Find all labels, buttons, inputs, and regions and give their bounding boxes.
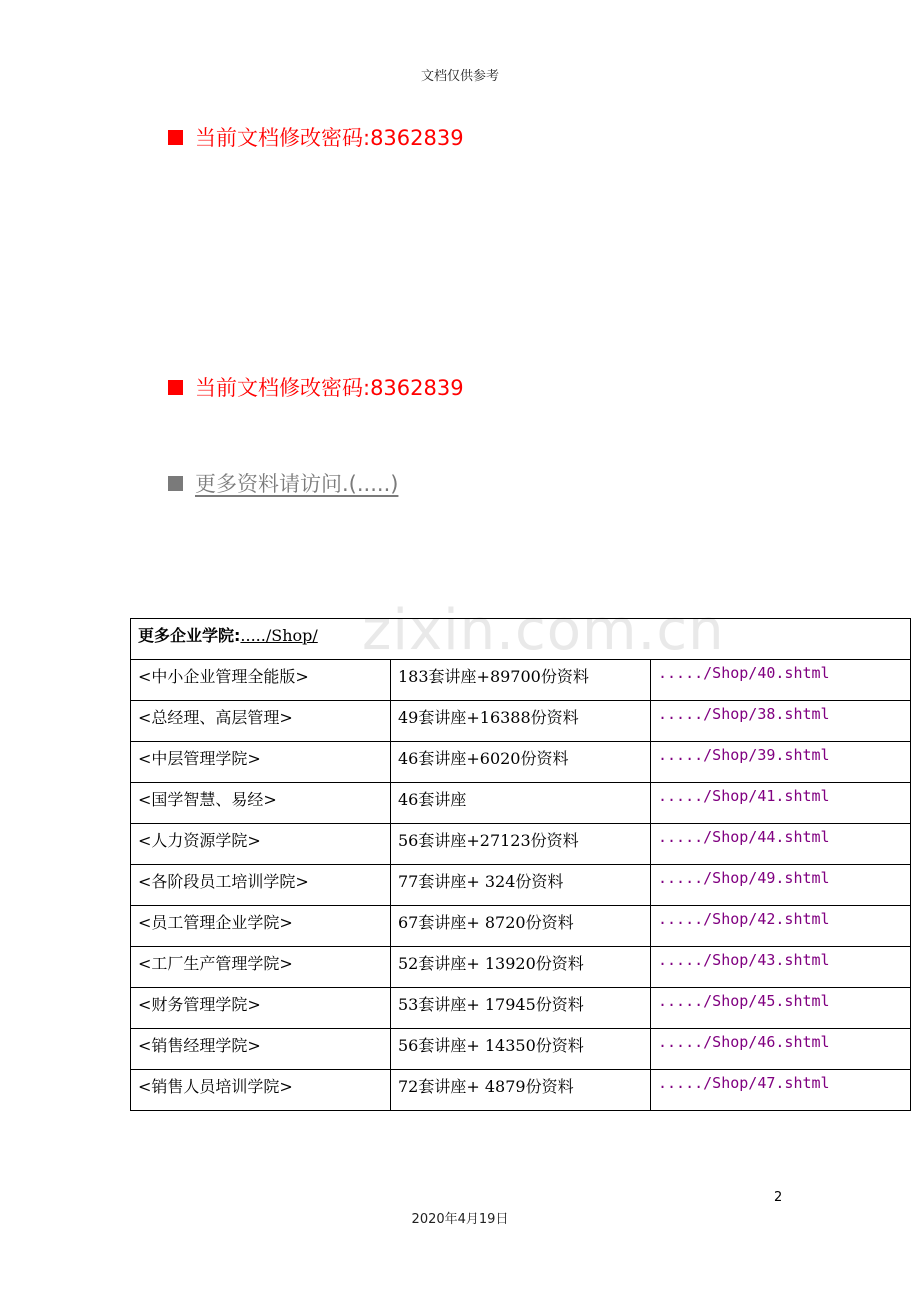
academy-name: <工厂生产管理学院> [131,947,391,988]
academy-name: <员工管理企业学院> [131,906,391,947]
table-row [131,824,911,865]
table-row [131,988,911,1029]
academy-link[interactable]: ...../Shop/39.shtml [651,742,911,783]
table-row [131,660,911,701]
academy-table [130,618,911,1111]
academy-name: <销售人员培训学院> [131,1070,391,1111]
academy-name: <销售经理学院> [131,1029,391,1070]
password-notice-2 [168,372,464,402]
academy-link[interactable]: ...../Shop/49.shtml [651,865,911,906]
table-header-row [131,619,911,660]
academy-content-count: 53套讲座+ 17945份资料 [391,988,651,1029]
table-row [131,865,911,906]
table-row [131,783,911,824]
password-notice-text: 当前文档修改密码:8362839 [195,126,464,150]
academy-name: <财务管理学院> [131,988,391,1029]
academy-link[interactable]: ...../Shop/46.shtml [651,1029,911,1070]
shop-link[interactable]: ...../Shop/ [240,626,318,645]
academy-content-count: 49套讲座+16388份资料 [391,701,651,742]
table-row [131,742,911,783]
academy-content-count: 67套讲座+ 8720份资料 [391,906,651,947]
table-row [131,906,911,947]
table-header-cell [131,619,911,660]
academy-link[interactable]: ...../Shop/44.shtml [651,824,911,865]
academy-link[interactable]: ...../Shop/42.shtml [651,906,911,947]
password-notice-text: 当前文档修改密码:8362839 [195,376,464,400]
academy-name: <中层管理学院> [131,742,391,783]
page-number: 2 [774,1190,783,1205]
table-row [131,947,911,988]
header-label: 更多企业学院: [138,626,241,645]
academy-content-count: 46套讲座+6020份资料 [391,742,651,783]
academy-content-count: 46套讲座 [391,783,651,824]
gray-square-bullet-icon [168,476,183,491]
more-resources-link[interactable]: 更多资料请访问.(.....) [195,472,399,496]
table-row [131,1070,911,1111]
academy-link[interactable]: ...../Shop/43.shtml [651,947,911,988]
more-resources-notice[interactable] [168,468,398,498]
red-square-bullet-icon [168,130,183,145]
academy-link[interactable]: ...../Shop/40.shtml [651,660,911,701]
academy-content-count: 56套讲座+27123份资料 [391,824,651,865]
watermark: zixin.com.cn [362,598,725,663]
academy-link[interactable]: ...../Shop/41.shtml [651,783,911,824]
academy-content-count: 77套讲座+ 324份资料 [391,865,651,906]
academy-name: <总经理、高层管理> [131,701,391,742]
password-notice-1 [168,122,464,152]
academy-name: <中小企业管理全能版> [131,660,391,701]
academy-link[interactable]: ...../Shop/47.shtml [651,1070,911,1111]
academy-content-count: 52套讲座+ 13920份资料 [391,947,651,988]
academy-link[interactable]: ...../Shop/45.shtml [651,988,911,1029]
academy-name: <国学智慧、易经> [131,783,391,824]
academy-name: <各阶段员工培训学院> [131,865,391,906]
academy-name: <人力资源学院> [131,824,391,865]
academy-content-count: 183套讲座+89700份资料 [391,660,651,701]
red-square-bullet-icon [168,380,183,395]
academy-content-count: 72套讲座+ 4879份资料 [391,1070,651,1111]
academy-content-count: 56套讲座+ 14350份资料 [391,1029,651,1070]
academy-link[interactable]: ...../Shop/38.shtml [651,701,911,742]
page-header: 文档仅供参考 [420,69,499,84]
table-row [131,1029,911,1070]
page-footer-date: 2020年4月19日 [411,1212,509,1227]
table-row [131,701,911,742]
